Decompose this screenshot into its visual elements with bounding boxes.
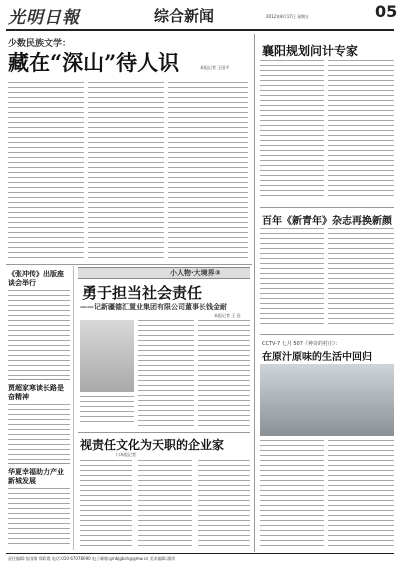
bottom-story-byline: 口本报记者 bbox=[116, 452, 136, 457]
farm-scene-photo bbox=[260, 364, 394, 436]
left-col-divider-3 bbox=[8, 463, 70, 464]
right-mid-body-col1 bbox=[260, 228, 324, 328]
lead-body-col1 bbox=[8, 82, 84, 258]
right-mid-body-col2 bbox=[328, 228, 394, 328]
left-body-1 bbox=[8, 290, 70, 376]
newspaper-logo: 光明日報 bbox=[8, 8, 80, 28]
right-top-body-col2 bbox=[328, 60, 394, 200]
left-col-divider-2 bbox=[8, 379, 70, 380]
right-mid-divider bbox=[260, 334, 394, 335]
feature-banner: 小人物·大境界③ bbox=[170, 269, 221, 277]
feature-byline: 本报记者 王 达 bbox=[214, 313, 241, 318]
lead-kicker: 少数民族文学： bbox=[8, 39, 72, 49]
lead-byline: 本报记者 王国平 bbox=[200, 65, 230, 70]
left-col-vertical-rule bbox=[73, 266, 74, 550]
bottom-story-divider bbox=[78, 432, 250, 433]
page-number: 05 bbox=[375, 2, 398, 21]
masthead bbox=[0, 0, 400, 30]
masthead-rule bbox=[6, 29, 394, 31]
bottom-story-headline: 视责任文化为天职的企业家 bbox=[80, 438, 225, 452]
issue-date: 2012年8月17日 星期五 bbox=[266, 14, 310, 19]
right-bottom-headline: 在原汁原味的生活中回归 bbox=[262, 352, 372, 363]
left-body-2 bbox=[8, 404, 70, 460]
feature-body-col2 bbox=[198, 320, 250, 428]
feature-headline: 勇于担当社会责任 bbox=[82, 284, 203, 302]
feature-photo-caption bbox=[80, 396, 134, 426]
feature-body-col1 bbox=[138, 320, 194, 428]
feature-subhead: ——记新疆德汇置业集团有限公司董事长钱金耐 bbox=[80, 303, 227, 311]
feature-portrait-photo bbox=[80, 320, 134, 392]
left-headline-1: 《张冲传》出版座谈会举行 bbox=[8, 269, 64, 287]
column-separator bbox=[254, 34, 255, 552]
footer-credits: 责任编辑:张国维 郑彩霞 电话:010-67078090 电子邮箱:gmbjgbsh@gmw.cn 美术编辑:潘涛 bbox=[8, 556, 176, 561]
right-bottom-body-col1 bbox=[260, 440, 324, 550]
left-col-divider-top bbox=[6, 264, 252, 265]
footer-rule bbox=[6, 553, 394, 554]
right-top-body-col1 bbox=[260, 60, 324, 200]
lead-body-col3 bbox=[168, 82, 248, 258]
right-top-divider bbox=[260, 207, 394, 208]
lead-headline: 藏在“深山”待人识 bbox=[8, 50, 180, 75]
right-bottom-body-col2 bbox=[328, 440, 394, 550]
right-top-headline: 襄阳规划问计专家 bbox=[262, 44, 359, 58]
bottom-body-col2 bbox=[138, 460, 192, 550]
left-headline-3: 华夏幸福助力产业新城发展 bbox=[8, 467, 64, 485]
right-bottom-kicker: CCTV-7 七月 507《神奇的村庄》： bbox=[262, 341, 341, 347]
left-body-3 bbox=[8, 488, 70, 548]
bottom-body-col3 bbox=[198, 460, 250, 550]
feature-banner-bar bbox=[78, 267, 250, 279]
right-mid-headline: 百年《新青年》杂志再换新颜 bbox=[262, 216, 392, 227]
section-title: 综合新闻 bbox=[154, 7, 215, 25]
bottom-body-col1 bbox=[80, 460, 132, 550]
left-headline-2: 贾超家寒读长路是奋精神 bbox=[8, 383, 64, 401]
lead-body-col2 bbox=[88, 82, 164, 258]
